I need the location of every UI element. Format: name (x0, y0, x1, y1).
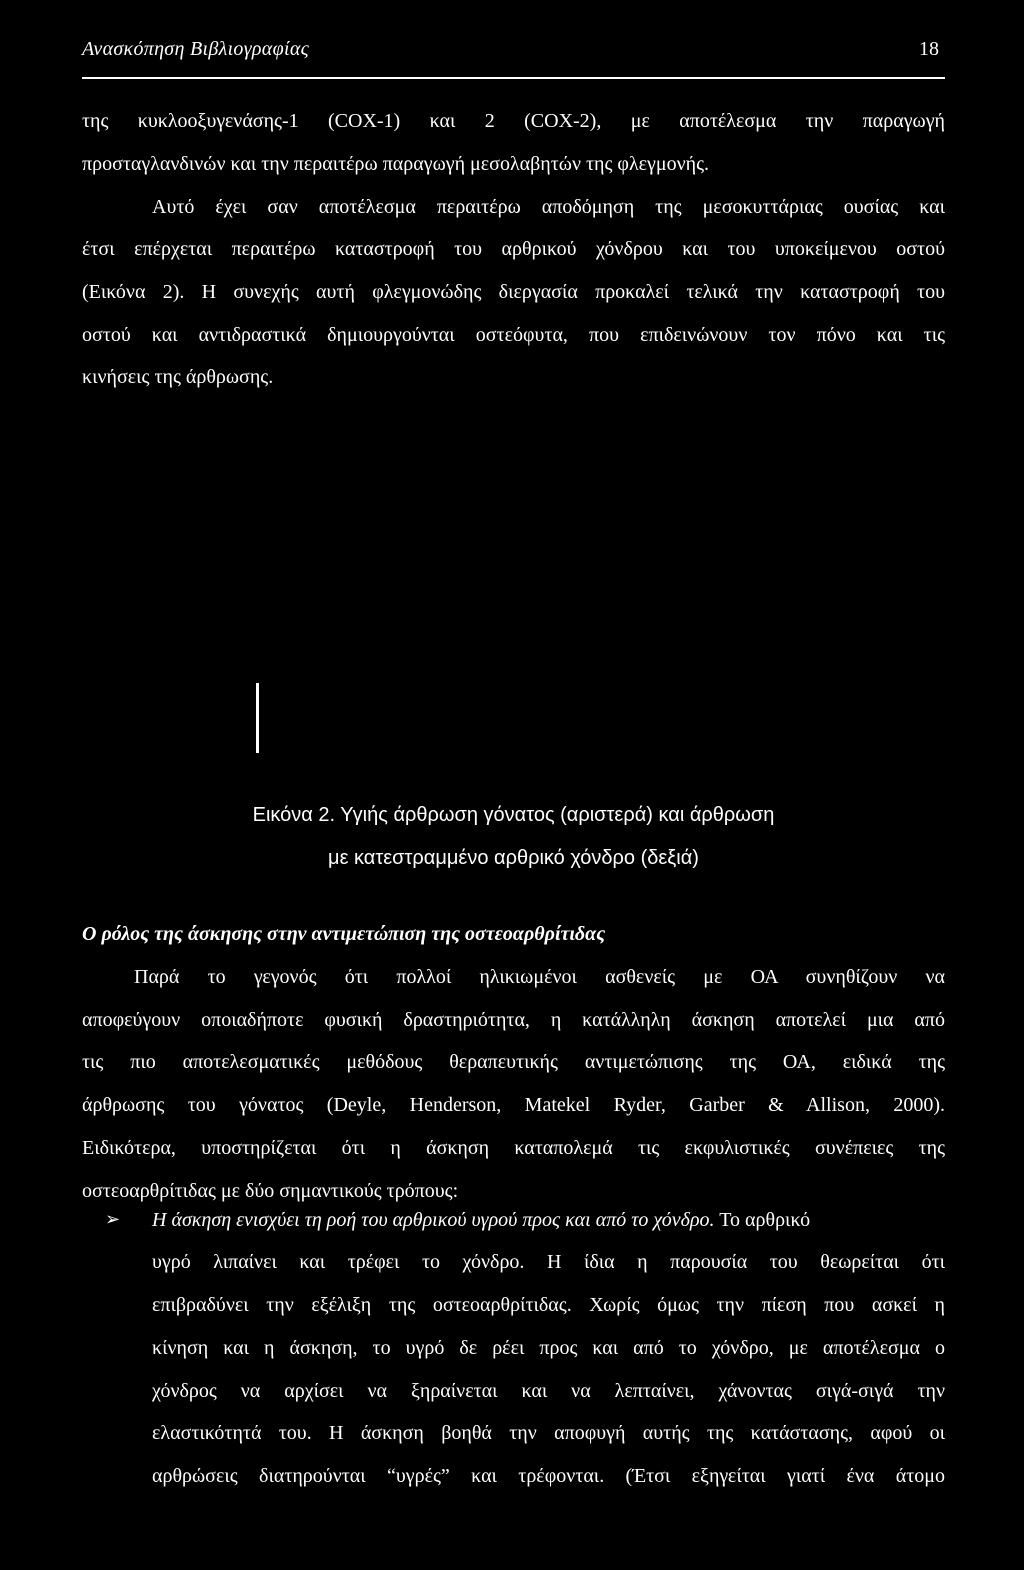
figure-image (82, 395, 945, 790)
text-line: αποφεύγουν οποιαδήποτε φυσική δραστηριότητα, η κατάλληλη άσκηση αποτελεί μια από (82, 1009, 945, 1031)
text-line: Παρά το γεγονός ότι πολλοί ηλικιωμένοι ασθενείς με ΟΑ συνηθίζουν να (134, 966, 945, 988)
text-line: κινήσεις της άρθρωσης. (82, 366, 274, 388)
bullet-lead-rest: Το αρθρικό (714, 1209, 811, 1231)
bullet-arrow-icon: ➢ (105, 1209, 121, 1230)
section-heading: Ο ρόλος της άσκησης στην αντιμετώπιση της οστεοαρθρίτιδας (82, 923, 606, 945)
text-line: προσταγλανδινών και την περαιτέρω παραγωγή μεσολαβητών της φλεγμονής. (82, 153, 710, 175)
text-line: ελαστικότητά του. Η άσκηση βοηθά την αποφυγή αυτής της κατάστασης, αφού οι (152, 1422, 945, 1444)
text-line: (Εικόνα 2). Η συνεχής αυτή φλεγμονώδης διεργασία προκαλεί τελικά την καταστροφή του (82, 281, 945, 303)
bullet-lead-line (152, 1208, 945, 1232)
text-line: τις πιο αποτελεσματικές μεθόδους θεραπευτικής αντιμετώπισης της ΟΑ, ειδικά της (82, 1051, 945, 1073)
text-line: υγρό λιπαίνει και τρέφει το χόνδρο. Η ίδια η παρουσία του θεωρείται ότι (152, 1251, 945, 1273)
figure-caption: Εικόνα 2. Υγιής άρθρωση γόνατος (αριστερά) και άρθρωση (252, 804, 775, 826)
text-line: Ειδικότερα, υποστηρίζεται ότι η άσκηση καταπολεμά τις εκφυλιστικές συνέπειες της (82, 1137, 945, 1159)
figure-mark (256, 683, 259, 753)
page-number: 18 (919, 38, 939, 60)
text-line: οστεοαρθρίτιδας με δύο σημαντικούς τρόπους: (82, 1180, 459, 1202)
text-line: οστού και αντιδραστικά δημιουργούνται οστεόφυτα, που επιδεινώνουν τον πόνο και τις (82, 324, 945, 346)
figure-caption-continued: με κατεστραμμένο αρθρικό χόνδρο (δεξιά) (328, 847, 699, 869)
text-line: άρθρωσης του γόνατος (Deyle, Henderson, Matekel Ryder, Garber & Allison, 2000). (82, 1094, 945, 1116)
text-line: έτσι επέρχεται περαιτέρω καταστροφή του αρθρικού χόνδρου και του υποκείμενου οστού (82, 238, 945, 260)
header-divider (82, 77, 945, 79)
text-line: αρθρώσεις διατηρούνται “υγρές” και τρέφονται. (Έτσι εξηγείται γιατί ένα άτομο (152, 1465, 945, 1487)
text-line: Αυτό έχει σαν αποτέλεσμα περαιτέρω αποδόμηση της μεσοκυττάριας ουσίας και (152, 196, 945, 218)
text-line: της κυκλοοξυγενάσης-1 (COX-1) και 2 (COX-2), με αποτέλεσμα την παραγωγή (82, 110, 945, 132)
text-line: χόνδρος να αρχίσει να ξηραίνεται και να λεπταίνει, χάνοντας σιγά-σιγά την (152, 1380, 945, 1402)
header-title: Ανασκόπηση Βιβλιογραφίας (82, 38, 310, 60)
bullet-italic-lead: Η άσκηση ενισχύει τη ροή του αρθρικού υγρού προς και από το χόνδρο. (152, 1209, 715, 1231)
text-line: επιβραδύνει την εξέλιξη της οστεοαρθρίτιδας. Χωρίς όμως την πίεση που ασκεί η (152, 1294, 945, 1316)
text-line: κίνηση και η άσκηση, το υγρό δε ρέει προς και από το χόνδρο, με αποτέλεσμα ο (152, 1337, 945, 1359)
